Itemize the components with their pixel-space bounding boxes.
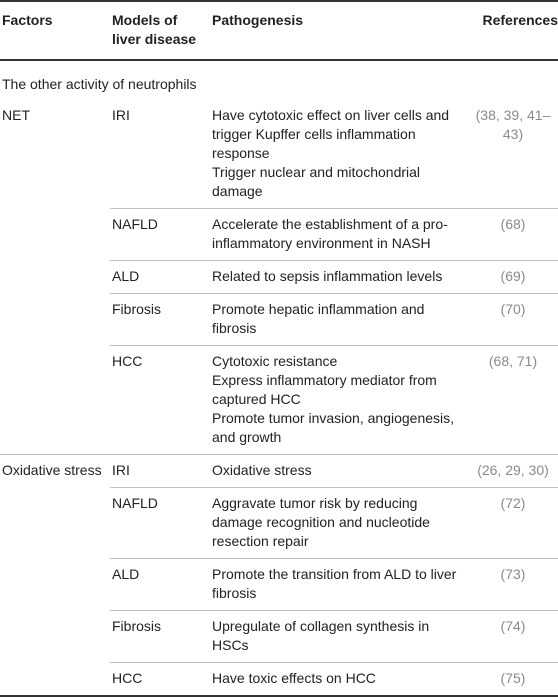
- header-pathogenesis: Pathogenesis: [210, 1, 468, 60]
- model-cell: ALD: [110, 261, 210, 294]
- pathogenesis-line: Promote hepatic inflammation and fibrosis: [212, 301, 425, 336]
- model-cell: ALD: [110, 559, 210, 611]
- model-cell: IRI: [110, 455, 210, 488]
- pathogenesis-cell: [210, 611, 468, 663]
- references-cell[interactable]: (26, 29, 30): [468, 455, 558, 488]
- pathogenesis-line: Have toxic effects on HCC: [212, 670, 376, 686]
- pathogenesis-line: Related to sepsis inflammation levels: [212, 268, 443, 284]
- factor-cell: [0, 261, 110, 294]
- table-row: [0, 488, 558, 559]
- pathogenesis-cell: [210, 294, 468, 346]
- model-cell: NAFLD: [110, 488, 210, 559]
- pathogenesis-cell: [210, 261, 468, 294]
- model-cell: Fibrosis: [110, 611, 210, 663]
- references-cell[interactable]: (69): [468, 261, 558, 294]
- section-title: The other activity of neutrophils: [2, 76, 197, 92]
- factor-cell: [0, 559, 110, 611]
- header-row: [0, 1, 558, 60]
- pathogenesis-line: Promote tumor invasion, angiogenesis, and growth: [212, 410, 455, 445]
- header-references: References: [468, 1, 558, 60]
- header-factors: Factors: [0, 1, 110, 60]
- pathogenesis-cell: [210, 346, 468, 455]
- pathogenesis-cell: [210, 100, 468, 209]
- factor-cell: [0, 294, 110, 346]
- references-cell[interactable]: (74): [468, 611, 558, 663]
- pathogenesis-cell: [210, 455, 468, 488]
- references-cell[interactable]: (38, 39, 41–43): [468, 100, 558, 209]
- references-cell[interactable]: (70): [468, 294, 558, 346]
- factor-cell: Oxidative stress: [2, 462, 102, 478]
- table-row: [0, 663, 558, 697]
- pathogenesis-cell: [210, 209, 468, 261]
- pathogenesis-line: Upregulate of collagen synthesis in HSCs: [212, 618, 430, 653]
- references-cell[interactable]: (68, 71): [468, 346, 558, 455]
- factor-cell: [0, 488, 110, 559]
- model-cell: HCC: [110, 663, 210, 697]
- references-cell[interactable]: (68): [468, 209, 558, 261]
- pathogenesis-line: Cytotoxic resistance: [212, 353, 338, 369]
- pathogenesis-line: Oxidative stress: [212, 462, 312, 478]
- pathogenesis-line: Express inflammatory mediator from captured HCC: [212, 372, 437, 407]
- table-row: [0, 100, 558, 209]
- pathogenesis-line: Aggravate tumor risk by reducing damage recognition and nucleotide resection repair: [212, 495, 430, 549]
- references-cell[interactable]: (75): [468, 663, 558, 697]
- pathogenesis-cell: [210, 559, 468, 611]
- factor-cell: [0, 611, 110, 663]
- model-cell: Fibrosis: [110, 294, 210, 346]
- table-row: [0, 455, 558, 488]
- model-cell: IRI: [110, 100, 210, 209]
- pathogenesis-cell: [210, 488, 468, 559]
- model-cell: HCC: [110, 346, 210, 455]
- pathogenesis-line: Promote the transition from ALD to liver fibrosis: [212, 566, 457, 601]
- factor-cell: NET: [2, 107, 30, 123]
- table-row: [0, 611, 558, 663]
- references-cell[interactable]: (72): [468, 488, 558, 559]
- table-row: [0, 559, 558, 611]
- pathogenesis-cell: [210, 663, 468, 697]
- factor-cell: [0, 346, 110, 455]
- table-row: [0, 209, 558, 261]
- model-cell: NAFLD: [110, 209, 210, 261]
- section-row: [0, 60, 558, 100]
- table-row: [0, 346, 558, 455]
- factor-cell: [0, 209, 110, 261]
- table-row: [0, 294, 558, 346]
- table-row: [0, 261, 558, 294]
- references-cell[interactable]: (73): [468, 559, 558, 611]
- pathogenesis-line: Have cytotoxic effect on liver cells and trigger Kupffer cells inflammation response: [212, 107, 450, 161]
- header-models: Models of liver disease: [110, 1, 210, 60]
- pathogenesis-line: Trigger nuclear and mitochondrial damage: [212, 164, 421, 199]
- pathogenesis-line: Accelerate the establishment of a pro-inflammatory environment in NASH: [212, 216, 448, 251]
- factor-cell: [0, 663, 110, 697]
